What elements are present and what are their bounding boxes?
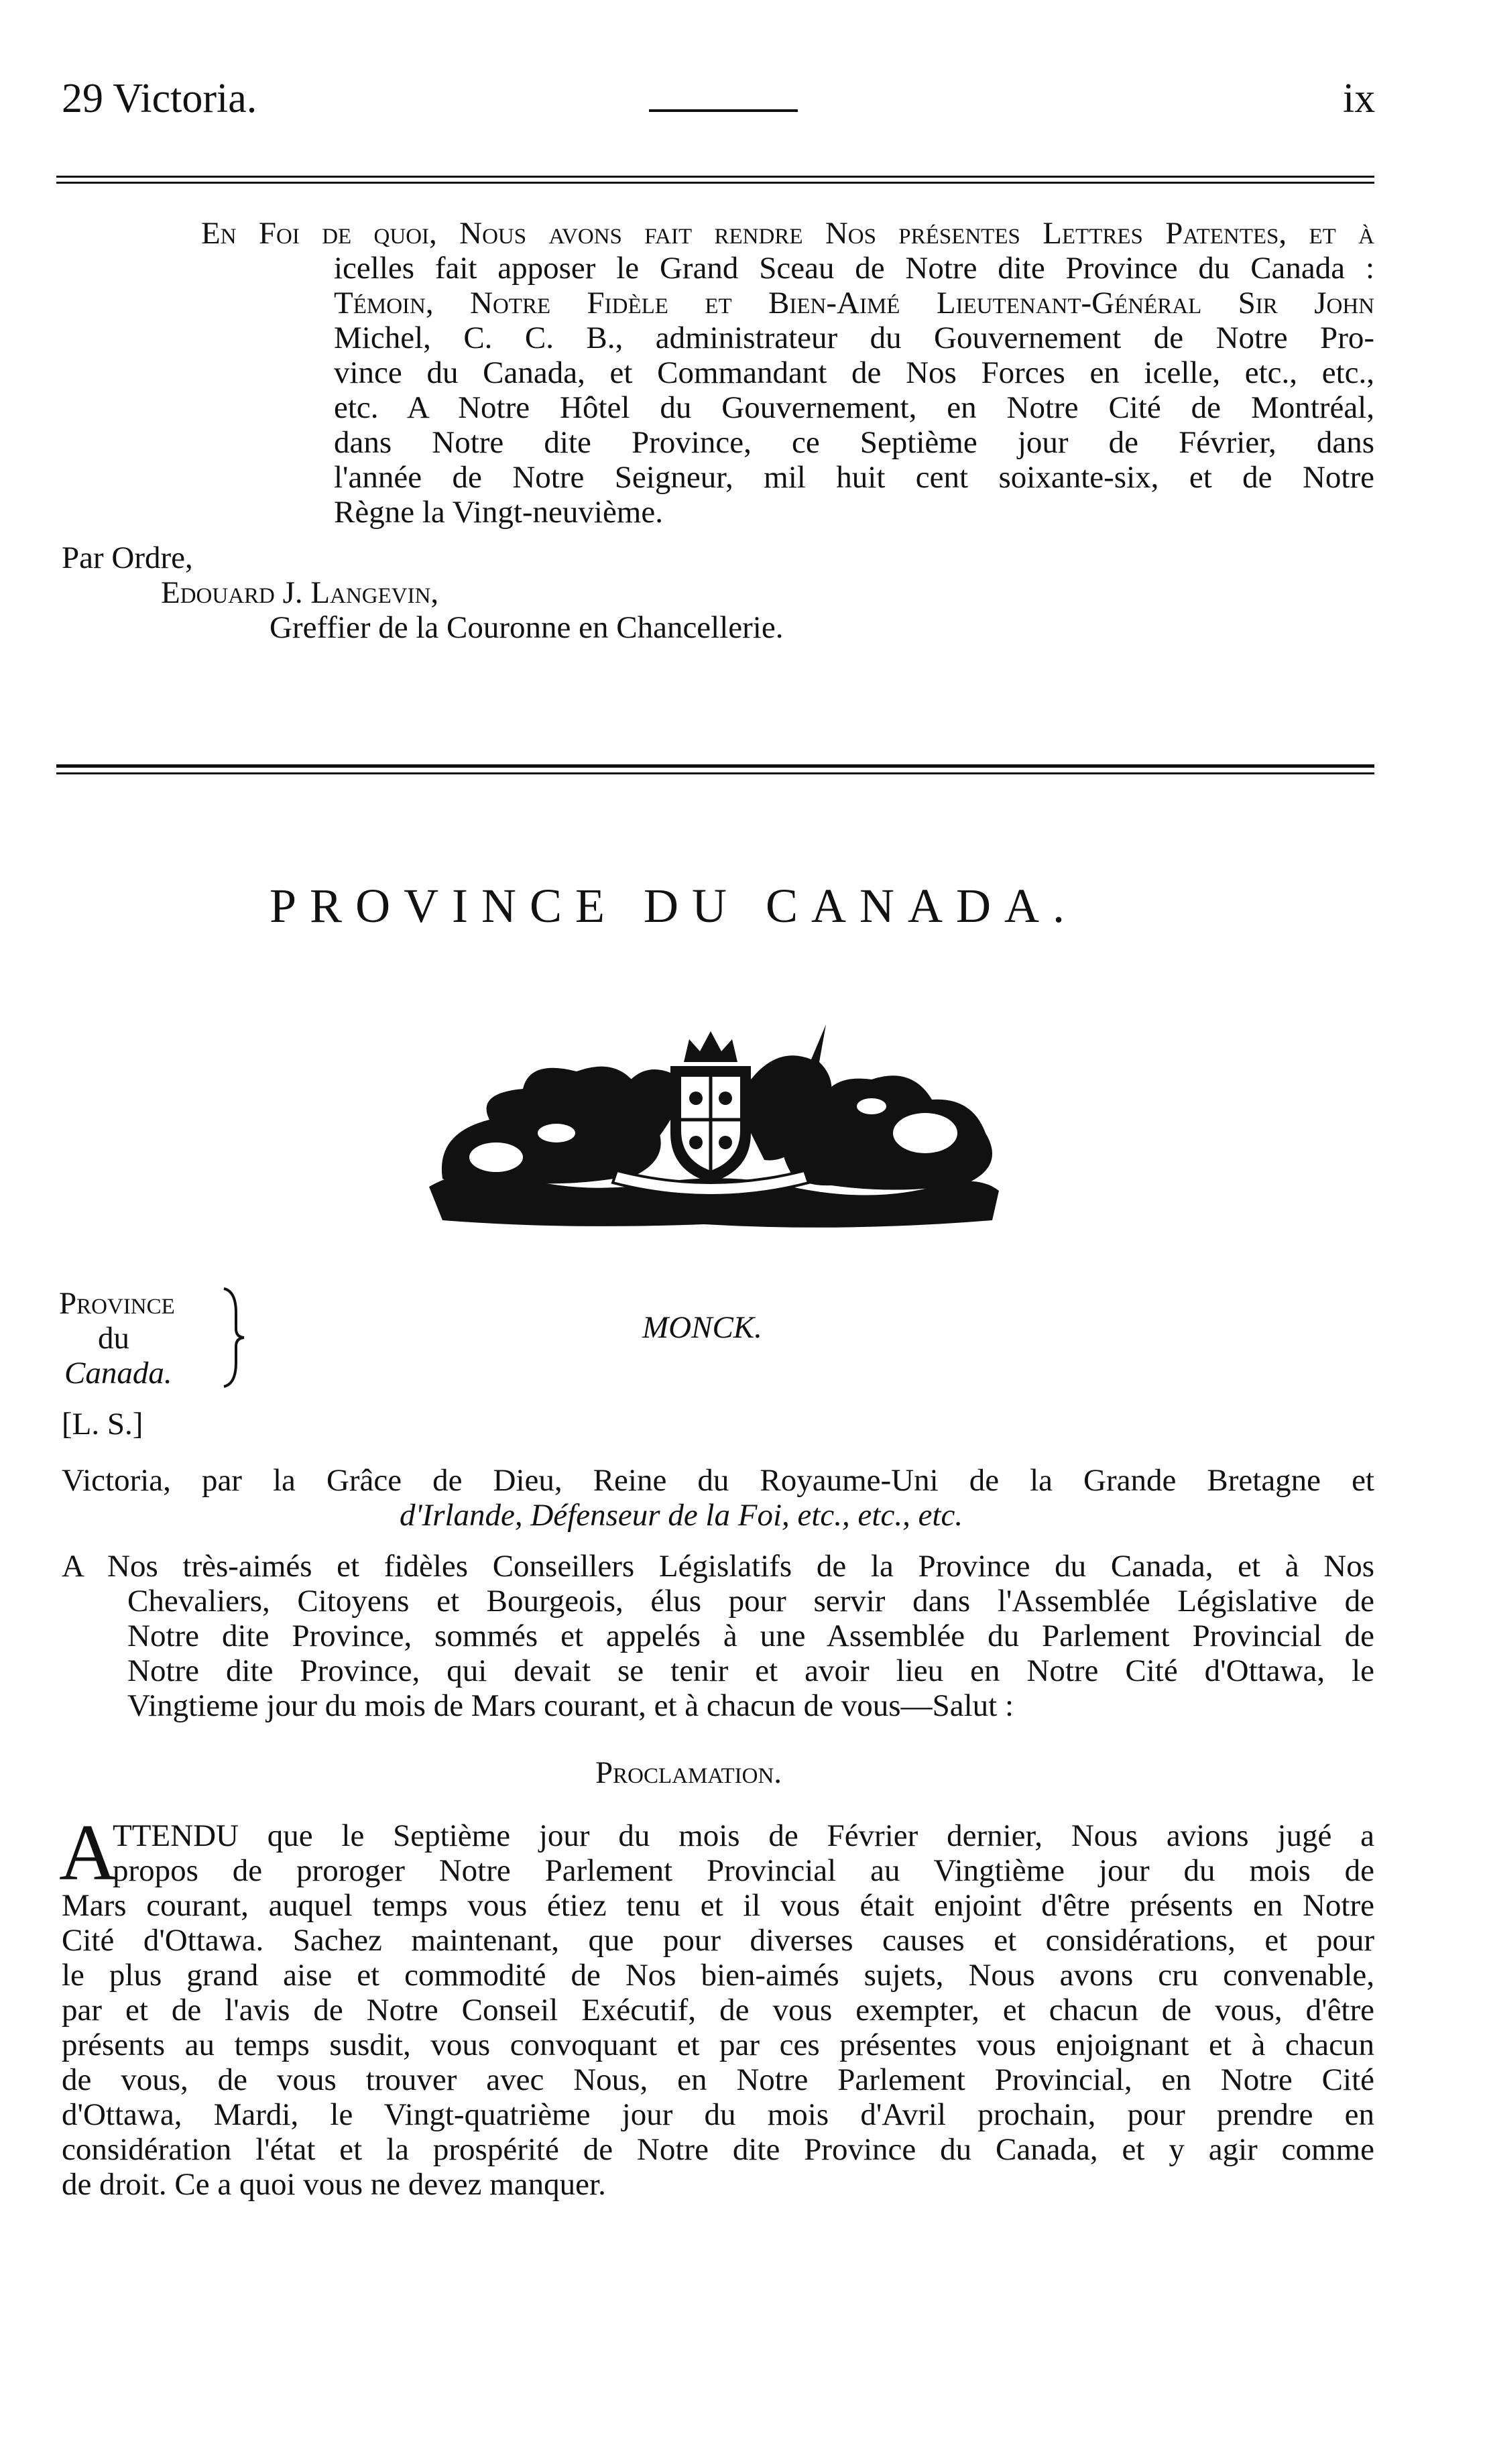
proclamation-line: Mars courant, auquel temps vous étiez tenu et il vous était enjoint d'être présents en Notre: [62, 1888, 1374, 1923]
running-header-page-number: ix: [1343, 76, 1376, 121]
proclamation-line: par et de l'avis de Notre Conseil Exécutif, de vous exempter, et chacun de vous, d'être: [62, 1993, 1374, 2028]
royal-title-line: Victoria, par la Grâce de Dieu, Reine du Royaume-Uni de la Grande Bretagne et: [62, 1463, 1374, 1498]
address-line: Chevaliers, Citoyens et Bourgeois, élus pour servir dans l'Assemblée Législative de: [127, 1584, 1374, 1619]
drop-capital: A: [59, 1808, 117, 1897]
proclamation-heading: Proclamation.: [595, 1755, 782, 1790]
address-line: Vingtieme jour du mois de Mars courant, et à chacun de vous—Salut :: [127, 1688, 1014, 1723]
seal-mark: [L. S.]: [62, 1407, 143, 1442]
margin-brace-icon: [221, 1286, 248, 1389]
attestation-line: dans Notre dite Province, ce Septième jour de Février, dans: [334, 425, 1374, 460]
attestation-line: Témoin, Notre Fidèle et Bien-Aimé Lieutenant-Général Sir John: [334, 286, 1374, 320]
header-dash: [649, 109, 798, 112]
margin-note-canada: Canada.: [64, 1356, 172, 1391]
signatory-name: Edouard J. Langevin,: [161, 575, 439, 610]
running-header-left: 29 Victoria.: [62, 76, 257, 121]
margin-note-du: du: [98, 1321, 129, 1356]
margin-note-province: Province: [59, 1286, 175, 1321]
section-rule: [56, 764, 1374, 774]
governor-name: MONCK.: [642, 1310, 762, 1345]
address-line: Notre dite Province, qui devait se tenir et avoir lieu en Notre Cité d'Ottawa, le: [127, 1653, 1374, 1688]
signatory-title: Greffier de la Couronne en Chancellerie.: [270, 610, 784, 645]
attestation-line: Règne la Vingt-neuvième.: [334, 495, 663, 530]
attestation-line: etc. A Notre Hôtel du Gouvernement, en Notre Cité de Montréal,: [334, 390, 1374, 425]
attestation-line: icelles fait apposer le Grand Sceau de Notre dite Province du Canada :: [334, 251, 1374, 286]
attestation-line: vince du Canada, et Commandant de Nos Forces en icelle, etc., etc.,: [334, 355, 1374, 390]
header-rule: [56, 176, 1374, 184]
address-line: Notre dite Province, sommés et appelés à une Assemblée du Parlement Provincial de: [127, 1619, 1374, 1653]
address-line: A Nos très-aimés et fidèles Conseillers Législatifs de la Province du Canada, et à Nos: [62, 1549, 1374, 1584]
proclamation-line: d'Ottawa, Mardi, le Vingt-quatrième jour du mois d'Avril prochain, pour prendre en: [62, 2097, 1374, 2132]
proclamation-line: le plus grand aise et commodité de Nos bien-aimés sujets, Nous avons cru convenable,: [62, 1958, 1374, 1993]
proclamation-line: présents au temps susdit, vous convoquant et par ces présentes vous enjoignant et à chacun: [62, 2028, 1374, 2062]
attestation-line: Michel, C. C. B., administrateur du Gouvernement de Notre Pro-: [334, 320, 1374, 355]
page-title: PROVINCE DU CANADA.: [270, 879, 1079, 933]
attestation-line: l'année de Notre Seigneur, mil huit cent soixante-six, et de Notre: [334, 460, 1374, 495]
proclamation-line: TTENDU que le Septième jour du mois de Février dernier, Nous avions jugé a: [113, 1818, 1374, 1853]
proclamation-line: de droit. Ce a quoi vous ne devez manquer.: [62, 2167, 606, 2202]
proclamation-line: considération l'état et la prospérité de Notre dite Province du Canada, et y agir comme: [62, 2132, 1374, 2167]
proclamation-line: Cité d'Ottawa. Sachez maintenant, que pour diverses causes et considérations, et pour: [62, 1923, 1374, 1958]
royal-title-line: d'Irlande, Défenseur de la Foi, etc., etc., etc.: [400, 1498, 963, 1533]
par-ordre: Par Ordre,: [62, 540, 193, 575]
coat-of-arms-icon: [416, 1019, 1012, 1234]
proclamation-line: de vous, de vous trouver avec Nous, en Notre Parlement Provincial, en Notre Cité: [62, 2062, 1374, 2097]
proclamation-line: propos de proroger Notre Parlement Provincial au Vingtième jour du mois de: [113, 1853, 1374, 1888]
attestation-line: En Foi de quoi, Nous avons fait rendre Nos présentes Lettres Patentes, et à: [201, 216, 1374, 251]
